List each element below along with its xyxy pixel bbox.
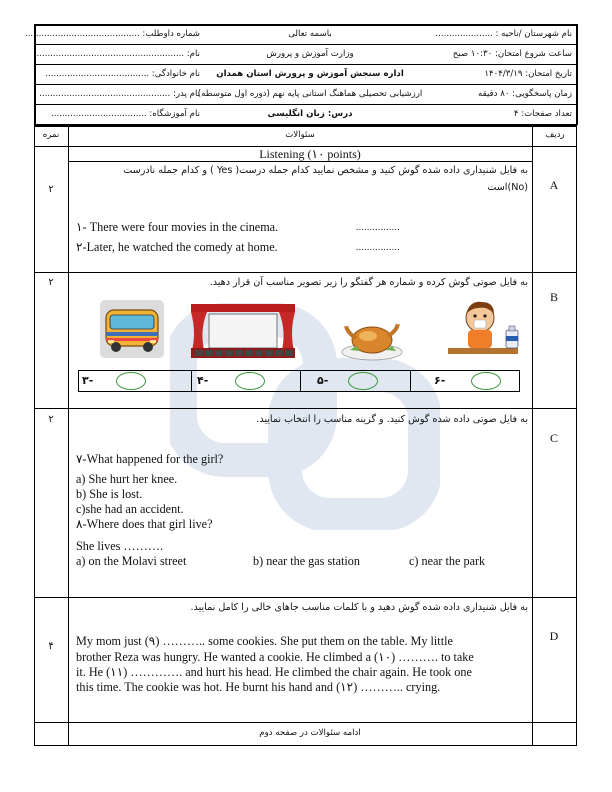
q8-option-b[interactable]: b) near the gas station xyxy=(253,554,360,568)
section-b-label: B xyxy=(549,290,558,304)
section-a-item-2: ۲-Later, he watched the comedy at home. xyxy=(76,240,278,254)
q7-option-a[interactable]: a) She hurt her knee. xyxy=(76,472,178,486)
section-a-instruction-2: (No)است xyxy=(487,182,528,193)
section-b-instruction: به فایل صوتی گوش کرده و شماره هر گفتگو را زیر تصویر مناسب آن قرار دهید. xyxy=(209,277,528,288)
continued-note: ادامه سئوالات در صفحه دوم xyxy=(259,728,361,738)
questions-column-header: سئوالات xyxy=(285,130,315,140)
section-a-label: A xyxy=(549,178,559,192)
father-name-field[interactable]: نام پدر: ................................................ xyxy=(39,89,200,99)
q7-option-b[interactable]: b) She is lost. xyxy=(76,487,143,501)
section-a-item-2-blank[interactable]: ................ xyxy=(356,242,400,252)
ministry-name: وزارت آموزش و پرورش xyxy=(266,49,354,59)
last-name-field[interactable]: نام خانوادگی: ...................................... xyxy=(45,69,200,79)
section-d-instruction: به فایل شنیداری داده شده گوش دهید و با کلمات مناسب جاهای خالی را کامل نمایید. xyxy=(190,602,528,613)
passage-line-1: My mom just (۹) ……….. some cookies. She put them on the table. My little xyxy=(76,634,453,648)
q8-stem: She lives ………. xyxy=(76,539,164,553)
first-name-field[interactable]: نام: ...................................................... xyxy=(36,49,200,59)
answer-slot-5-number: ۵- xyxy=(317,374,329,387)
section-a-score: ۲ xyxy=(48,184,54,195)
exam-date: تاریخ امتحان: ۱۴۰۴/۳/۱۹ xyxy=(484,69,572,79)
city-field: نام شهرستان /ناحیه : ..................... xyxy=(435,29,572,39)
section-c-label: C xyxy=(549,431,558,445)
q7-question: ۷-What happened for the girl? xyxy=(76,452,224,466)
page-count: تعداد صفحات: ۴ xyxy=(513,109,572,119)
q8-option-a[interactable]: a) on the Molavi street xyxy=(76,554,187,568)
answer-slot-6-number: ۶- xyxy=(434,374,446,387)
office-name: اداره سنجش آموزش و پرورش استان همدان xyxy=(216,69,404,79)
answer-slot-5[interactable] xyxy=(348,372,378,390)
q7-option-c[interactable]: c)she had an accident. xyxy=(76,502,184,516)
section-d-label: D xyxy=(549,629,559,643)
exam-name: ارزشیابی تحصیلی هماهنگ استانی پایه نهم (دوره اول متوسطه) xyxy=(197,89,423,99)
answer-slot-4-number: ۴- xyxy=(197,374,209,387)
roast-chicken-image xyxy=(340,316,404,362)
answer-slot-6[interactable] xyxy=(471,372,501,390)
q8-question: ۸-Where does that girl live? xyxy=(76,517,213,531)
q8-option-c[interactable]: c) near the park xyxy=(409,554,486,568)
start-time: ساعت شروع امتحان: ۱۰:۳۰ صبح xyxy=(452,49,572,59)
bus-image xyxy=(100,300,164,358)
section-c-score: ۲ xyxy=(48,414,54,425)
section-a-item-1-blank[interactable]: ................ xyxy=(356,222,400,232)
school-name-field[interactable]: نام آموزشگاه: ................................... xyxy=(51,109,200,119)
cinema-image xyxy=(191,304,295,358)
subject-name: درس: زبان انگلیسی xyxy=(267,109,353,119)
section-a-item-1: ۱- There were four movies in the cinema. xyxy=(76,220,279,234)
exam-duration: زمان پاسخگویی: ۸۰ دقیقه xyxy=(478,89,572,99)
passage-line-4: this time. The cookie was hot. He burnt his hand and (۱۲) ……….. crying. xyxy=(76,680,441,694)
score-column-header: نمره xyxy=(42,130,60,140)
section-b-score: ۲ xyxy=(48,277,54,288)
passage-line-3: it. He (۱۱) …………. and hurt his head. He climbed the chair again. He took one xyxy=(76,665,472,679)
boy-eating-image xyxy=(448,298,528,360)
answer-slot-4[interactable] xyxy=(235,372,265,390)
row-column-header: ردیف xyxy=(545,130,565,140)
candidate-number-field[interactable]: شماره داوطلب: .......................................... xyxy=(24,29,200,39)
answer-slot-3-number: ۳- xyxy=(82,374,94,387)
section-a-instruction-1: به فایل شنیداری داده شده گوش کنید و مشخص نمایید کدام جمله درست( Yes ) و کدام جمله نادرست xyxy=(123,165,528,176)
section-c-instruction: به فایل صوتی داده شده گوش کنید. و گزینه مناسب را انتخاب نمایید. xyxy=(256,414,528,425)
passage-line-2: brother Reza was hungry. He wanted a cookie. He climbed a (۱۰) ………. to take xyxy=(76,650,474,664)
header-title: باسمه تعالی xyxy=(288,29,332,39)
answer-slot-3[interactable] xyxy=(116,372,146,390)
section-title: Listening (۱۰ points) xyxy=(259,147,361,161)
section-d-score: ۴ xyxy=(48,641,54,652)
